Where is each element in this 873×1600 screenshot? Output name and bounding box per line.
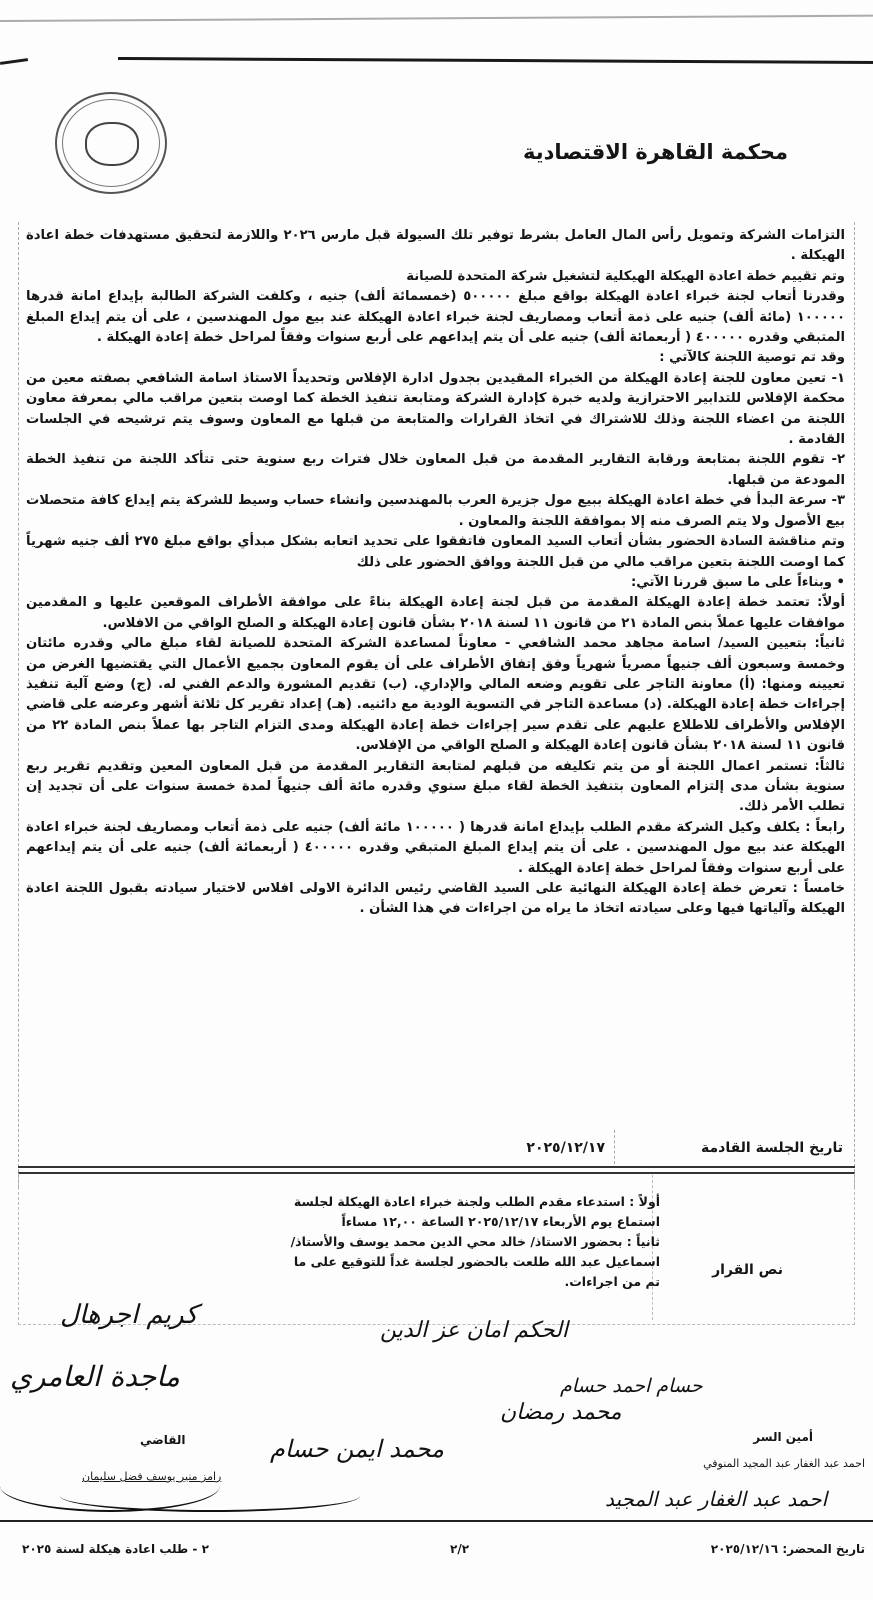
- paragraph: وقدرنا أتعاب لجنة خبراء اعادة الهيكلة بواقع مبلغ ٥٠٠٠٠٠ (خمسمائة ألف) جنيه ، وكلفت الشركة الطالبة بإيداع امانة قدرها ١٠٠٠٠٠ (مائة ألف) جنيه على ذمة أتعاب ومصاريف لجنة خبراء اعادة الهيكلة عند بيع مول المهندسين ، على أن يتم إيداع المبلغ المتبقي وقدره ٤٠٠٠٠٠ ( أربعمائة ألف) جنيه على أن يتم إيداعهم على أربع سنوات وفقاً لمراحل خطة إعادة الهيكلة .: [26, 289, 845, 346]
- next-session-date: ٢٠٢٥/١٢/١٧: [526, 1140, 605, 1156]
- judge-label: القاضي: [140, 1433, 186, 1447]
- case-reference: ٢ - طلب اعادة هيكلة لسنة ٢٠٢٥: [22, 1542, 209, 1556]
- top-rule: [118, 57, 873, 64]
- handwritten-signature: محمد ايمن حسام: [270, 1435, 444, 1463]
- next-session-label: تاريخ الجلسة القادمة: [701, 1140, 843, 1156]
- court-name: محكمة القاهرة الاقتصادية: [522, 140, 788, 164]
- record-date: تاريخ المحضر: ٢٠٢٥/١٢/١٦: [710, 1542, 865, 1556]
- handwritten-signature: احمد عبد الغفار عبد المجيد: [605, 1487, 828, 1511]
- paragraph: ٢- تقوم اللجنة بمتابعة ورقابة التقارير المقدمة من قبل المعاون خلال فترات ربع سنوية حتى تتأكد اللجنة من تنفيذ الخطة المودعة من قبلها.: [26, 452, 845, 488]
- next-session-row: [18, 1130, 855, 1168]
- paragraph: ٣- سرعة البدأ في خطة اعادة الهيكلة ببيع مول جزيرة العرب بالمهندسين وانشاء حساب وسيط للشركة يتم إيداع كافة متحصلات بيع الأصول ولا يتم الصرف منه إلا بموافقة اللجنة والمعاون .: [26, 493, 845, 529]
- document-body: [26, 226, 845, 920]
- handwritten-signature: كريم اجرهال: [60, 1300, 198, 1330]
- handwritten-signature: الحكم امان عز الدين: [380, 1318, 569, 1343]
- paragraph: ثانياً: بتعيين السيد/ اسامة مجاهد محمد الشافعي - معاوناً لمساعدة الشركة المتحدة للصيانة لقاء مبلغ مالي وقدره مائتان وخمسة وسبعون ألف جنيهاً مصرياً شهرياً وفق إتفاق الأطراف على أن يقوم المعاون بجميع الأعمال التي يقتضيها الغرض من تعيينه ومنها: (أ) معاونة التاجر على تقويم وضعه المالي والإداري. (ب) تقديم المشورة والدعم الفني له. (ج) وضع آلية تنفيذ إجراءات خطة إعادة الهيكلة. (د) مساعدة التاجر في التسوية الودية مع دائنيه. (هـ) إعداد تقرير كل ثلاثة أشهر وعرضه على قاضي الإفلاس والأطراف للاطلاع عليهم على تقدم سير إجراءات خطة إعادة الهيكلة ومدى التزام التاجر بها عملاً بنص المادة ٢٢ من قانون ١١ لسنة ٢٠١٨ بشأن قانون إعادة الهيكلة و الصلح الواقي من الإفلاس.: [26, 636, 845, 754]
- top-rule-fragment: [0, 58, 28, 65]
- page-number: ٢/٢: [450, 1542, 470, 1556]
- seal-emblem-icon: [85, 122, 139, 166]
- judge-name: رامز منير يوسف فضل سليمان: [82, 1470, 222, 1483]
- decision-label: نص القرار: [712, 1262, 783, 1278]
- handwritten-signature: ماجدة العامري: [10, 1360, 180, 1393]
- paragraph: التزامات الشركة وتمويل رأس المال العامل بشرط توفير تلك السيولة قبل مارس ٢٠٢٦ واللازمة لتحقيق مستهدفات خطة اعادة الهيكلة .: [26, 228, 845, 264]
- paragraph: • وبناءاً على ما سبق قررنا الآتي:: [630, 574, 845, 590]
- top-scan-edge: [0, 15, 873, 22]
- bottom-rule: [0, 1520, 873, 1522]
- court-seal: [55, 92, 167, 194]
- paragraph: وتم تقييم خطة اعادة الهيكلة الهيكلية لتشغيل شركة المتحدة للصيانة: [406, 268, 845, 284]
- paragraph: خامساً : تعرض خطة إعادة الهيكلة النهائية على السيد القاضي رئيس الدائرة الاولى افلاس لاختيار سيادته بقبول اللجنة اعادة الهيكلة وآلياتها فيها وعلى سيادته اتخاذ ما يراه من اجراءات في هذا الشأن .: [26, 881, 845, 917]
- paragraph: ١- تعين معاون للجنة إعادة الهيكلة من الخبراء المقيدين بجدول ادارة الإفلاس وتحديداً الاستاذ اسامة الشافعي بصفته معين من محكمة الإفلاس للتدابير الاحترازية ولديه خبرة كإدارة الشركة ومتابعة تنفيذ الخطة كما اوصت بتعين مراقب مالي بمعرفة معاون اللجنة من اعضاء اللجنة وذلك للاشتراك في اتخاذ القرارات والمتابعة من قبلها مع المعاون وسوف يتم ترشيحه في الجلسات القادمة .: [26, 370, 845, 448]
- paragraph: وتم مناقشة السادة الحضور بشأن أتعاب السيد المعاون فاتفقوا على تحديد اتعابه بشكل مبدأي بواقع مبلغ ٢٧٥ ألف جنيه شهرياً كما اوصت اللجنة بتعين مراقب مالي من قبل اللجنة ووافق الحضور على ذلك: [26, 534, 845, 570]
- handwritten-signature: محمد رمضان: [500, 1400, 622, 1425]
- handwritten-signature: حسام احمد حسام: [560, 1375, 703, 1397]
- secretary-label: أمين السر: [753, 1430, 813, 1444]
- paragraph: رابعاً : يكلف وكيل الشركة مقدم الطلب بإيداع امانة قدرها ( ١٠٠٠٠٠ مائة ألف) جنيه على ذمة أتعاب ومصاريف لجنة خبراء اعادة الهيكلة عند بيع مول المهندسين . على أن يتم إيداع المبلغ المتبقي وقدره ٤٠٠٠٠٠ ( أربعمائة ألف) جنيه على أن يتم إيداعهم على أربع سنوات وفقاً لمراحل خطة إعادة الهيكلة .: [26, 819, 845, 876]
- paragraph: وقد تم توصية اللجنة كالآتي :: [659, 350, 845, 366]
- divider: [614, 1130, 615, 1164]
- signature-stroke: [60, 1480, 360, 1512]
- paragraph: أولاً: تعتمد خطة إعادة الهيكلة المقدمة من قبل لجنة إعادة الهيكلة بناءً على موافقة الأطراف الموقعين عليها و المقدمين موافقات عليها عملاً بنص المادة ٢١ من قانون ١١ لسنة ٢٠١٨ بشأن قانون إعادة الهيكلة و الصلح الواقي من الافلاس.: [26, 595, 845, 631]
- decision-line: أولاً : استدعاء مقدم الطلب ولجنة خبراء اعادة الهيكلة لجلسة استماع يوم الأربعاء ٢٠٢٥/١٢/١٧ الساعة ١٢,٠٠ مساءاً: [293, 1194, 660, 1229]
- decision-text: [285, 1192, 660, 1292]
- secretary-name: احمد عبد الغفار عبد المجيد المنوفي: [703, 1457, 865, 1470]
- decision-line: ثانياً : بحضور الاستاذ/ خالد محي الدين محمد يوسف والأستاذ/ اسماعيل عبد الله طلعت بالحضور لجلسة غداً للتوقيع على ما تم من اجراءات.: [290, 1234, 660, 1289]
- paragraph: ثالثاً: تستمر اعمال اللجنة أو من يتم تكليفه من قبلهم لمتابعة التقارير المقدمة من قبل المعاون المعين وتقديم تقرير ربع سنوية بشأن مدى إلتزام المعاون بتنفيذ الخطة لقاء مبلغ سنوي وقدره مائة ألف جنيهاً لمدة خمسة سنوات على أن تجديد إن تطلب الأمر ذلك.: [26, 758, 845, 815]
